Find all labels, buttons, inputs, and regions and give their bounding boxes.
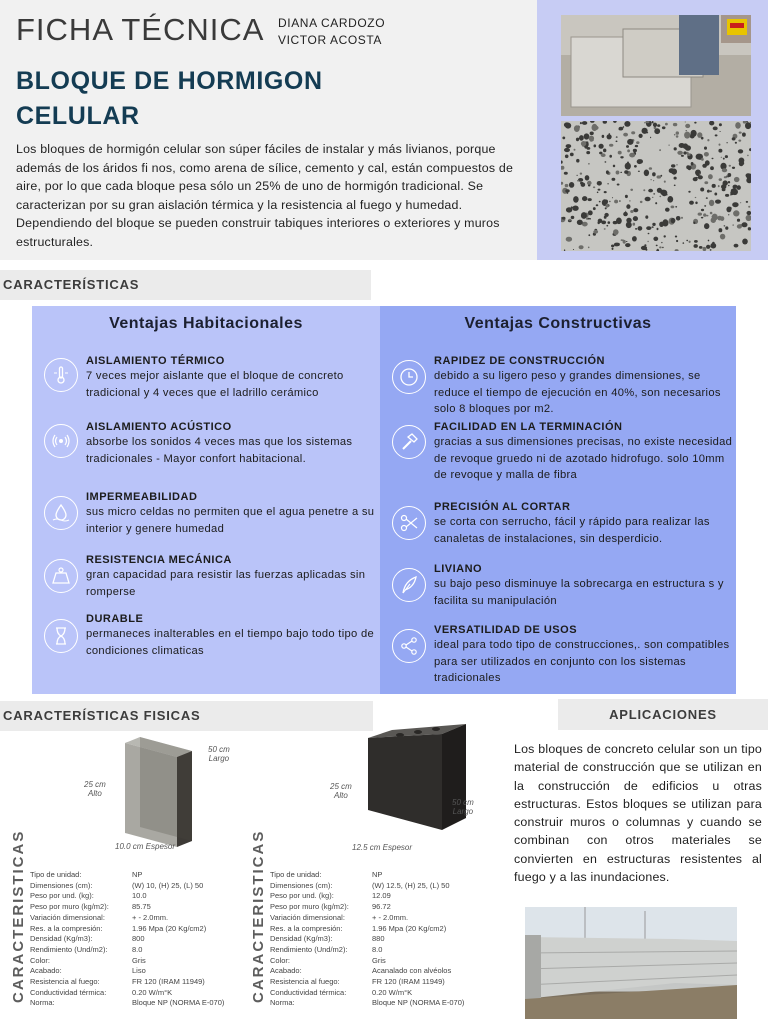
panel-heading: Ventajas Constructivas xyxy=(464,315,652,332)
spec-value: FR 120 (IRAM 11949) xyxy=(132,977,205,987)
aplicaciones-paragraph: Los bloques de concreto celular son un tipo material de construcción que se utilizan en la construcción de edificios u otras estructuras. Estos bloques se utilizan para construir muros o columnas y cuando se combinan con otros materiales se convierten en estructuras resistentes al fuego y a las inundaciones. xyxy=(514,742,762,885)
spec-label: Peso por und. (kg): xyxy=(270,891,334,901)
item-text: su bajo peso disminuye la sobrecarga en estructura s y facilita su manipulación xyxy=(434,578,724,607)
dimension-label: 50 cm Largo xyxy=(452,798,474,816)
spec-label: Norma: xyxy=(270,998,295,1008)
wall-construction-photo xyxy=(525,907,737,1019)
spec-value: 880 xyxy=(372,934,385,944)
list-item xyxy=(434,501,738,547)
spec-value: 800 xyxy=(132,934,145,944)
dimension-label: 10.0 cm Espesor xyxy=(115,842,176,851)
list-item xyxy=(434,421,738,484)
spec-table-10cm xyxy=(30,870,245,1009)
spec-row xyxy=(270,870,500,881)
spec-label: Tipo de unidad: xyxy=(270,870,322,879)
spec-label: Densidad (Kg/m3): xyxy=(30,934,93,944)
spec-label: Variación dimensional: xyxy=(270,912,345,922)
intro-paragraph: Los bloques de hormigón celular son súper fáciles de instalar y más livianos, porque además de los áridos fi nos, como arena de sílice, cemento y cal, están compuestos de aire, por lo que cada bloque pesa sólo un 25% de uno de hormigón tradicional. Se caracterizan por su gran aislación térmica y la resistencia al fuego y humedad. Dependiendo del bloque se pueden construir tabiques interiores o exteriores y muros estructurales. xyxy=(16,142,514,249)
spec-value: 96.72 xyxy=(372,902,391,912)
spec-row xyxy=(30,934,245,945)
spec-row xyxy=(30,913,245,924)
ventajas-constructivas-panel xyxy=(380,306,736,694)
item-text: debido a su ligero peso y grandes dimensiones, se reduce el tiempo de ejecución en 40%, son necesarios solo 8 bloques por m2. xyxy=(434,370,721,415)
spec-value: Gris xyxy=(132,955,146,965)
spec-value: 0.20 W/m°K xyxy=(132,987,173,997)
dimension-label: 25 cm Alto xyxy=(330,782,352,800)
section-header-aplicaciones: APLICACIONES xyxy=(558,699,768,730)
spec-value: 12.09 xyxy=(372,891,391,901)
spec-row xyxy=(30,902,245,913)
spec-value: + - 2.0mm. xyxy=(372,912,409,922)
spec-row xyxy=(270,956,500,967)
spec-row xyxy=(270,977,500,988)
spec-value: 85.75 xyxy=(132,902,151,912)
item-text: sus micro celdas no permiten que el agua penetre a su interior y genere humedad xyxy=(86,506,375,535)
spec-row xyxy=(30,924,245,935)
hourglass-icon xyxy=(44,619,78,653)
spec-label: Acabado: xyxy=(30,966,62,976)
item-title: LIVIANO xyxy=(434,563,483,575)
hammer-icon xyxy=(392,425,426,459)
spec-label: Color: xyxy=(270,955,291,965)
spec-row xyxy=(270,966,500,977)
spec-label: Resistencia al fuego: xyxy=(270,977,340,987)
spec-label: Rendimiento (Und/m2): xyxy=(270,944,348,954)
spec-label: Resistencia al fuego: xyxy=(30,977,100,987)
spec-row xyxy=(270,881,500,892)
spec-value: 1.96 Mpa (20 Kg/cm2) xyxy=(132,923,207,933)
thermometer-icon xyxy=(44,358,78,392)
item-text: ideal para todo tipo de construcciones,. son compatibles para ser utilizados en conjunto con los sistemas tradicionales xyxy=(434,639,730,684)
item-text: permaneces inalterables en el tiempo bajo todo tipo de condiciones climaticas xyxy=(86,628,374,657)
spec-label: Res. a la compresión: xyxy=(270,923,343,933)
list-item xyxy=(434,355,738,418)
item-title: RESISTENCIA MECÁNICA xyxy=(86,554,232,566)
spec-label: Peso por muro (kg/m2): xyxy=(30,902,109,912)
spec-label: Res. a la compresión: xyxy=(30,923,103,933)
share-icon xyxy=(392,629,426,663)
worker-laying-block-photo xyxy=(561,15,751,116)
spec-label: Dimensiones (cm): xyxy=(270,880,333,890)
list-item xyxy=(86,355,378,401)
spec-label: Acabado: xyxy=(270,966,302,976)
spec-value: Acanalado con alvéolos xyxy=(372,966,452,976)
item-title: PRECISIÓN AL CORTAR xyxy=(434,501,571,513)
section-header-caracteristicas: CARACTERÍSTICAS xyxy=(0,270,371,300)
spec-value: FR 120 (IRAM 11949) xyxy=(372,977,445,987)
block-12-5cm-diagram xyxy=(330,718,510,848)
weight-icon xyxy=(44,559,78,593)
spec-row xyxy=(270,945,500,956)
item-text: absorbe los sonidos 4 veces mas que los sistemas tradicionales - Mayor confort habitacional. xyxy=(86,436,353,465)
spec-row xyxy=(30,881,245,892)
spec-row xyxy=(30,956,245,967)
spec-row xyxy=(30,988,245,999)
spec-label: Variación dimensional: xyxy=(30,912,105,922)
list-item xyxy=(434,563,738,609)
spec-value: 8.0 xyxy=(132,944,143,954)
spec-row xyxy=(270,902,500,913)
vertical-label: CARACTERISTICAS xyxy=(10,829,27,1003)
product-title-line: CELULAR xyxy=(16,102,140,130)
spec-value: 10.0 xyxy=(132,891,147,901)
spec-label: Peso por und. (kg): xyxy=(30,891,94,901)
section-header-fisicas: CARACTERÍSTICAS FISICAS xyxy=(0,701,373,731)
item-title: DURABLE xyxy=(86,613,144,625)
water-drop-icon xyxy=(44,496,78,530)
spec-label: Rendimiento (Und/m2): xyxy=(30,944,108,954)
panel-heading: Ventajas Habitacionales xyxy=(109,315,303,332)
item-title: VERSATILIDAD DE USOS xyxy=(434,624,578,636)
spec-value: 0.20 W/m°K xyxy=(372,987,413,997)
spec-row xyxy=(30,977,245,988)
spec-value: Bloque NP (NORMA E-070) xyxy=(372,998,465,1008)
block-10cm-diagram xyxy=(80,735,270,855)
spec-value: NP xyxy=(132,870,143,879)
spec-label: Densidad (Kg/m3): xyxy=(270,934,333,944)
spec-value: + - 2.0mm. xyxy=(132,912,169,922)
spec-row xyxy=(30,945,245,956)
item-title: AISLAMIENTO ACÚSTICO xyxy=(86,421,232,433)
item-title: FACILIDAD EN LA TERMINACIÓN xyxy=(434,421,623,433)
sound-icon xyxy=(44,424,78,458)
item-text: gran capacidad para resistir las fuerzas aplicadas sin romperse xyxy=(86,569,366,598)
item-text: 7 veces mejor aislante que el bloque de concreto tradicional y 4 veces que el ladrillo cerámico xyxy=(86,370,344,399)
spec-row xyxy=(270,998,500,1009)
list-item xyxy=(86,491,378,537)
scissors-icon xyxy=(392,506,426,540)
spec-value: 1.96 Mpa (20 Kg/cm2) xyxy=(372,923,447,933)
spec-label: Peso por muro (kg/m2): xyxy=(270,902,349,912)
feather-icon xyxy=(392,568,426,602)
spec-row xyxy=(270,913,500,924)
item-title: RAPIDEZ DE CONSTRUCCIÓN xyxy=(434,355,606,367)
spec-label: Color: xyxy=(30,955,51,965)
list-item xyxy=(86,554,378,600)
ventajas-habitacionales-panel xyxy=(32,306,380,694)
list-item xyxy=(86,613,378,659)
dimension-label: 50 cm Largo xyxy=(208,745,230,763)
list-item xyxy=(86,421,378,467)
page-title: FICHA TÉCNICA xyxy=(16,12,265,47)
authors xyxy=(278,15,385,49)
spec-value: Bloque NP (NORMA E-070) xyxy=(132,998,225,1008)
aerated-concrete-texture-photo xyxy=(561,121,751,251)
spec-value: NP xyxy=(372,870,383,879)
dimension-label: 25 cm Alto xyxy=(84,780,106,798)
spec-value: (W) 10, (H) 25, (L) 50 xyxy=(132,880,204,890)
spec-label: Conductividad térmica: xyxy=(30,987,107,997)
item-text: se corta con serrucho, fácil y rápido para realizar las canaletas de instalaciones, sin desperdicio. xyxy=(434,516,710,545)
item-text: gracias a sus dimensiones precisas, no existe necesidad de revoque gruedo ni de azotado hidrofugo. solo 10mm de revoque y malla de fibra xyxy=(434,436,733,481)
spec-label: Conductividad térmica: xyxy=(270,987,347,997)
author-name: VICTOR ACOSTA xyxy=(278,33,383,47)
spec-label: Tipo de unidad: xyxy=(30,870,82,879)
spec-row xyxy=(30,998,245,1009)
spec-table-12-5cm xyxy=(270,870,500,1009)
product-title-line: BLOQUE DE HORMIGON xyxy=(16,67,323,95)
spec-value: Liso xyxy=(132,966,146,976)
product-title xyxy=(16,64,376,134)
item-title: IMPERMEABILIDAD xyxy=(86,491,198,503)
spec-row xyxy=(30,870,245,881)
spec-row xyxy=(30,966,245,977)
item-title: AISLAMIENTO TÉRMICO xyxy=(86,355,225,367)
clock-icon xyxy=(392,360,426,394)
spec-row xyxy=(30,891,245,902)
spec-value: Gris xyxy=(372,955,386,965)
spec-label: Dimensiones (cm): xyxy=(30,880,93,890)
spec-label: Norma: xyxy=(30,998,55,1008)
author-name: DIANA CARDOZO xyxy=(278,16,386,30)
dimension-label: 12.5 cm Espesor xyxy=(352,843,413,852)
vertical-label: CARACTERISTICAS xyxy=(250,829,267,1003)
spec-value: (W) 12.5, (H) 25, (L) 50 xyxy=(372,880,450,890)
list-item xyxy=(434,624,738,687)
spec-row xyxy=(270,988,500,999)
spec-row xyxy=(270,924,500,935)
spec-value: 8.0 xyxy=(372,944,383,954)
spec-row xyxy=(270,934,500,945)
spec-row xyxy=(270,891,500,902)
